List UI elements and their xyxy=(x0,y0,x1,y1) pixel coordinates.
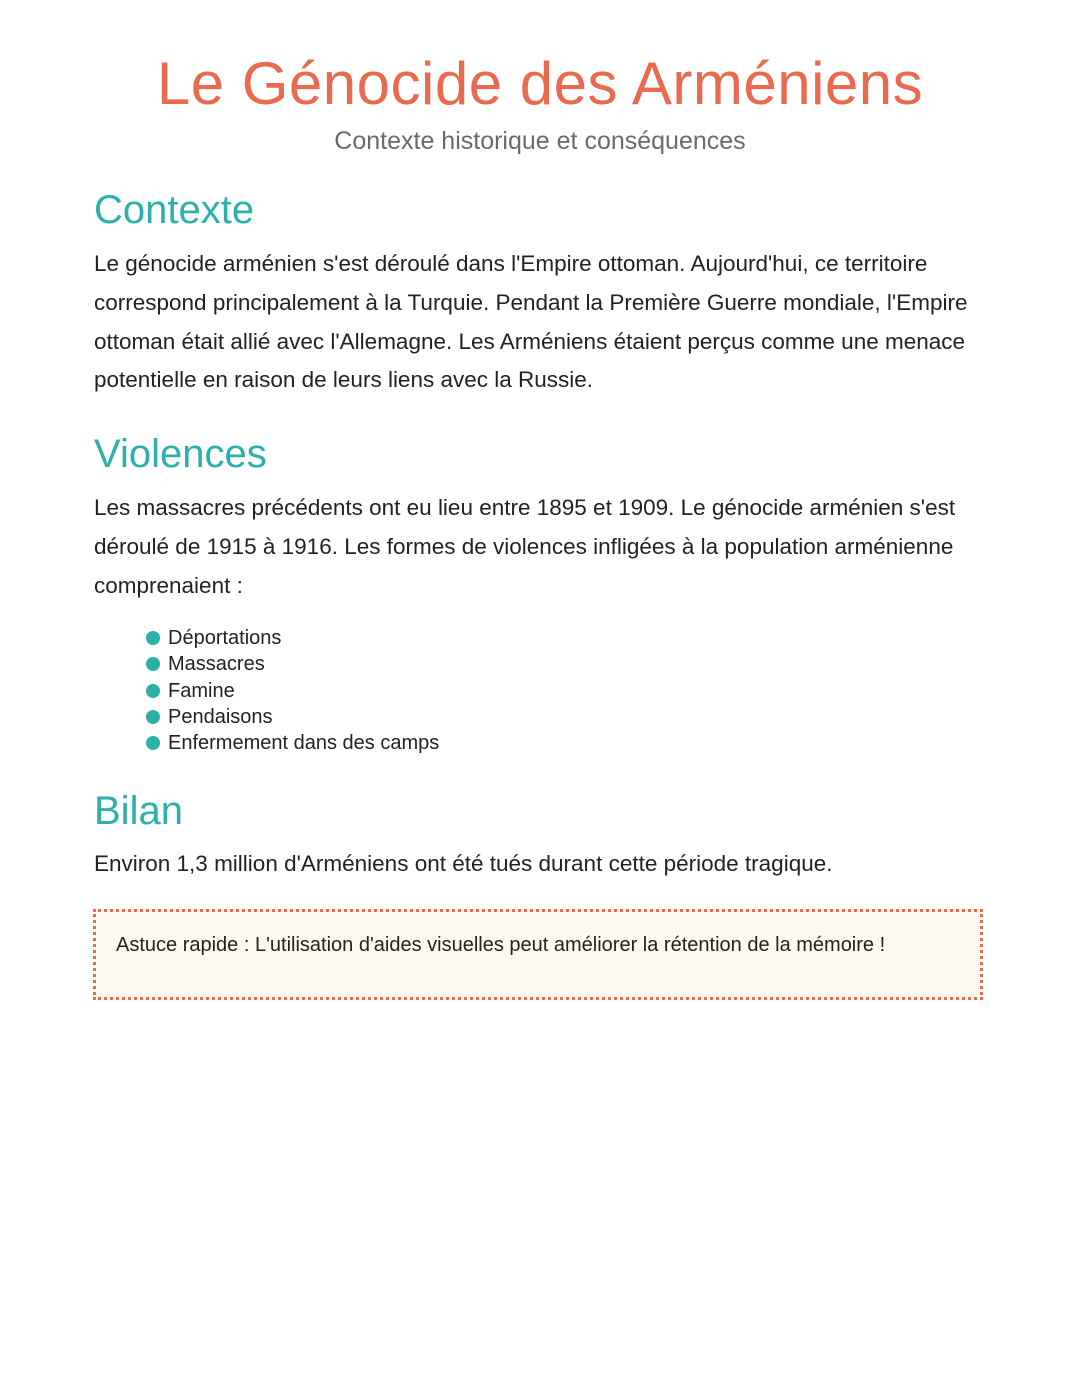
bullet-dot-icon xyxy=(146,736,160,750)
section-text-contexte: Le génocide arménien s'est déroulé dans l'Empire ottoman. Aujourd'hui, ce territoire correspond principalement à la Turquie. Pendant la Première Guerre mondiale, l'Empire ottoman était allié avec l'Allemagne. Les Arméniens étaient perçus comme une menace potentielle en raison de leurs liens avec la Russie. xyxy=(94,251,968,393)
list-item-label: Pendaisons xyxy=(168,705,273,728)
violence-list xyxy=(146,625,439,756)
section-text-bilan: Environ 1,3 million d'Arméniens ont été tués durant cette période tragique. xyxy=(94,851,833,876)
tip-box xyxy=(93,909,983,1000)
bullet-dot-icon xyxy=(146,657,160,671)
bullet-dot-icon xyxy=(146,710,160,724)
section-heading-bilan: Bilan xyxy=(94,789,183,833)
list-item-label: Massacres xyxy=(168,653,265,676)
tip-text: Astuce rapide : L'utilisation d'aides visuelles peut améliorer la rétention de la mémoire ! xyxy=(116,934,886,956)
section-text-violences: Les massacres précédents ont eu lieu entre 1895 et 1909. Le génocide arménien s'est déroulé de 1915 à 1916. Les formes de violences infligées à la population arménienne comprenaient : xyxy=(94,495,956,598)
bullet-dot-icon xyxy=(146,631,160,645)
list-item xyxy=(146,678,439,704)
list-item xyxy=(146,704,439,730)
list-item xyxy=(146,730,439,756)
page-title: Le Génocide des Arméniens xyxy=(156,50,924,117)
list-item-label: Enfermement dans des camps xyxy=(168,732,440,755)
list-item-label: Famine xyxy=(168,679,235,702)
page-subtitle: Contexte historique et conséquences xyxy=(334,127,746,155)
list-item xyxy=(146,625,439,651)
bullet-dot-icon xyxy=(146,684,160,698)
list-item xyxy=(146,651,439,677)
list-item-label: Déportations xyxy=(168,627,282,649)
section-heading-violences: Violences xyxy=(94,432,267,476)
section-heading-contexte: Contexte xyxy=(94,188,255,232)
